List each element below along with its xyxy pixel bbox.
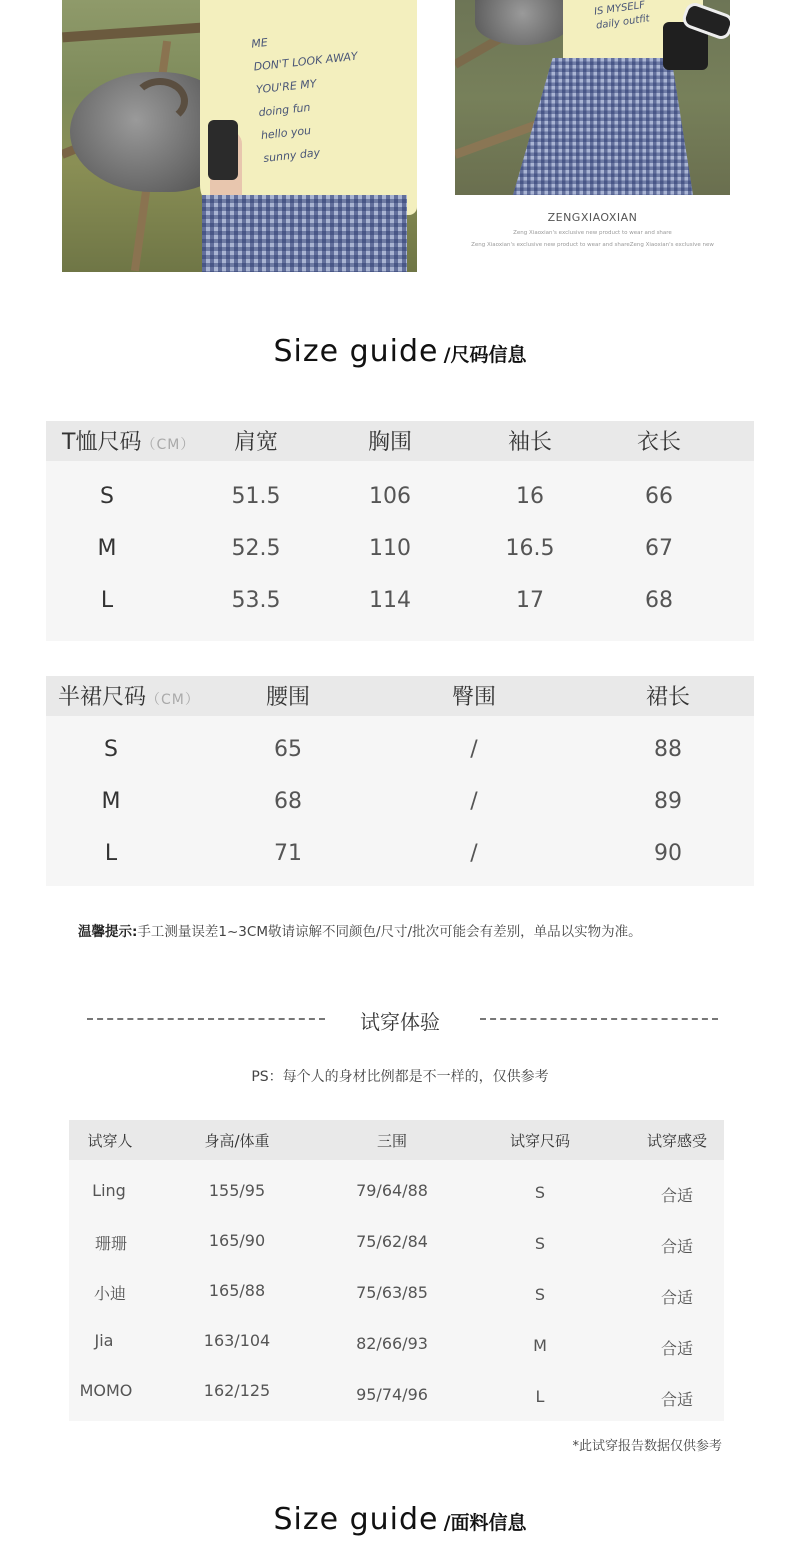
- column-header: 袖长: [507, 430, 552, 455]
- table-title: 半裙尺码（CM）: [58, 685, 200, 710]
- size-cell: L: [100, 588, 114, 613]
- value-cell: 66: [645, 484, 673, 509]
- table-title: T恤尺码（CM）: [62, 430, 196, 455]
- tried-size: S: [534, 1234, 546, 1253]
- tshirt-print: ME DON'T LOOK AWAY YOU'RE MY doing fun hello you sunny day: [250, 35, 359, 165]
- fabric-info-title-cn: /面料信息: [443, 1512, 527, 1534]
- goat-horn: [132, 78, 188, 124]
- column-header: 试穿感受: [646, 1132, 707, 1150]
- tried-size: S: [534, 1285, 546, 1304]
- tried-size: S: [534, 1183, 546, 1202]
- goat: [475, 0, 570, 45]
- unit-label: （CM）: [141, 437, 196, 453]
- tshirt-size-table: [46, 421, 754, 641]
- measurements: 75/63/85: [356, 1283, 428, 1302]
- column-header: 身高/体重: [204, 1132, 270, 1150]
- tryon-ps-note: PS：每个人的身材比例都是不一样的，仅供参考: [251, 1069, 549, 1085]
- measurements: 95/74/96: [356, 1385, 428, 1404]
- fit-feeling: 合适: [660, 1186, 693, 1205]
- tried-size: M: [533, 1336, 547, 1355]
- column-header: 腰围: [265, 685, 310, 710]
- tryon-footnote: *此试穿报告数据仅供参考: [572, 1439, 722, 1454]
- note-text: 手工测量误差1~3CM敬请谅解不同颜色/尺寸/批次可能会有差别，单品以实物为准。: [137, 924, 642, 940]
- value-cell: 16.5: [505, 536, 555, 561]
- tester-name: 珊珊: [94, 1234, 127, 1253]
- column-header: 臀围: [451, 685, 496, 710]
- tryon-title: 试穿体验: [360, 1010, 440, 1034]
- measurements: 75/62/84: [356, 1232, 428, 1251]
- value-cell: 88: [654, 737, 682, 762]
- value-cell: /: [470, 841, 478, 866]
- size-guide-title-cn: /尺码信息: [443, 344, 527, 366]
- brand-tagline: Zeng Xiaoxian's exclusive new product to wear and share: [513, 230, 672, 236]
- note-label: 温馨提示:: [78, 924, 138, 940]
- column-header: 胸围: [367, 430, 412, 455]
- tshirt-print: IS MYSELF daily outfit: [593, 0, 651, 32]
- height-weight: 162/125: [203, 1381, 271, 1400]
- model-photo-left: [62, 0, 417, 272]
- column-header: 三围: [376, 1132, 407, 1150]
- value-cell: 68: [645, 588, 673, 613]
- value-cell: 53.5: [231, 588, 281, 613]
- size-cell: S: [100, 484, 114, 509]
- tester-name: Ling: [92, 1181, 126, 1200]
- tried-size: L: [535, 1387, 545, 1406]
- height-weight: 165/90: [208, 1231, 266, 1250]
- fit-feeling: 合适: [660, 1237, 693, 1256]
- column-header: 肩宽: [233, 430, 278, 455]
- value-cell: 16: [516, 484, 544, 509]
- gingham-skirt: [202, 195, 407, 272]
- value-cell: 68: [274, 789, 302, 814]
- table-header: [46, 676, 754, 716]
- size-cell: S: [104, 737, 118, 762]
- brand-name: ZENGXIAOXIAN: [547, 211, 638, 224]
- value-cell: 89: [654, 789, 682, 814]
- tester-name: Jia: [94, 1331, 114, 1350]
- fit-feeling: 合适: [660, 1339, 693, 1358]
- skirt-size-table: [46, 676, 754, 886]
- value-cell: /: [470, 789, 478, 814]
- fabric-info-heading: [0, 1502, 800, 1537]
- column-header: 衣长: [636, 430, 681, 455]
- model-photo-right: [455, 0, 730, 195]
- size-guide-title-en: Size guide: [273, 1502, 439, 1537]
- size-guide-title-en: Size guide: [273, 334, 439, 369]
- fit-feeling: 合适: [660, 1390, 693, 1409]
- value-cell: 65: [274, 737, 302, 762]
- column-header: 裙长: [645, 685, 690, 710]
- tester-name: MOMO: [79, 1381, 133, 1400]
- value-cell: 71: [274, 841, 302, 866]
- measurements: 82/66/93: [356, 1334, 428, 1353]
- size-cell: M: [101, 789, 121, 814]
- value-cell: 114: [369, 588, 411, 613]
- handbag: [208, 120, 238, 180]
- value-cell: 17: [516, 588, 544, 613]
- value-cell: 90: [654, 841, 682, 866]
- tester-name: 小迪: [93, 1284, 126, 1303]
- column-header: 试穿尺码: [509, 1132, 570, 1150]
- size-cell: L: [104, 841, 118, 866]
- value-cell: 67: [645, 536, 673, 561]
- value-cell: 52.5: [231, 536, 281, 561]
- divider-dashed: [480, 1018, 718, 1020]
- value-cell: 106: [369, 484, 411, 509]
- height-weight: 163/104: [203, 1331, 271, 1350]
- size-guide-heading: [0, 334, 800, 369]
- gingham-skirt: [513, 58, 693, 195]
- value-cell: 51.5: [231, 484, 281, 509]
- size-cell: M: [97, 536, 117, 561]
- tryon-table: [69, 1120, 724, 1421]
- table-header: [46, 421, 754, 461]
- height-weight: 155/95: [208, 1181, 266, 1200]
- unit-label: （CM）: [146, 692, 200, 708]
- brand-tagline: Zeng Xiaoxian's exclusive new product to wear and shareZeng Xiaoxian's exclusive new: [471, 242, 714, 248]
- column-header: 试穿人: [87, 1132, 133, 1150]
- value-cell: /: [470, 737, 478, 762]
- fit-feeling: 合适: [660, 1288, 693, 1307]
- table-header: [69, 1120, 724, 1160]
- height-weight: 165/88: [208, 1281, 266, 1300]
- value-cell: 110: [369, 536, 411, 561]
- measurement-note: [78, 920, 642, 940]
- measurements: 79/64/88: [356, 1181, 428, 1200]
